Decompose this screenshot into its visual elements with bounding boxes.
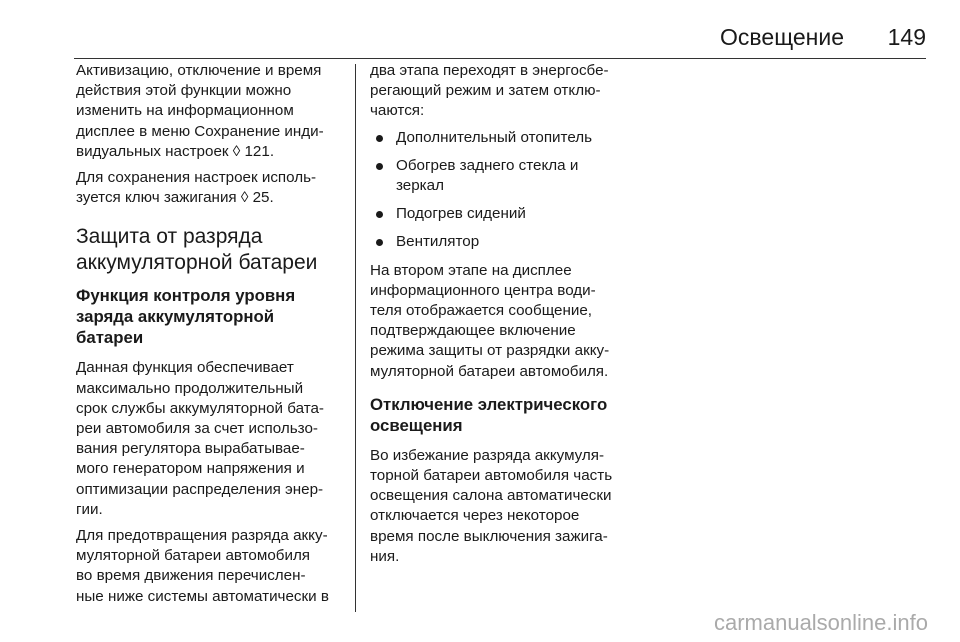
paragraph-function-description: Данная функция обеспечивает максимально продолжительный срок службы аккумуляторной бата- реи автомобиля за счет использо- вания регулятора вырабатывае- мого генератором напряжения и оптимизации распределения энер- гии. [76, 359, 324, 518]
section-title: Освещение [720, 24, 844, 50]
paragraph-settings-menu: Активизацию, отключение и время действия этой функции можно изменить на информационном дисплее в меню Сохранение инди- видуальных настроек ◊ 121. [76, 62, 324, 160]
subheading-charge-control: Функция контроля уровня заряда аккумуляторной батареи [76, 286, 296, 348]
paragraph-second-stage: На втором этапе на дисплее информационного центра води- теля отображается сообщение, подтверждающее включение режима защиты от разрядки акку- муляторной батареи автомобиля. [370, 261, 610, 380]
list-item: Подогрев сидений [370, 204, 632, 224]
paragraph-two-stages: два этапа переходят в энергосбе- регающий режим и затем отклю- чаются: [370, 62, 609, 120]
subheading-light-shutoff: Отключение электрического освещения [370, 394, 608, 435]
paragraph-ignition-key: Для сохранения настроек исполь- зуется ключ зажигания ◊ 25. [76, 169, 317, 207]
header-divider [74, 58, 926, 59]
list-item: Вентилятор [370, 232, 632, 252]
page-number: 149 [887, 24, 926, 50]
column-divider [355, 64, 356, 612]
page-header [0, 22, 960, 52]
bullet-icon [376, 239, 383, 246]
right-column [370, 61, 632, 573]
bullet-icon [376, 163, 383, 170]
systems-list [370, 128, 632, 253]
left-column [76, 61, 348, 613]
bullet-icon [376, 211, 383, 218]
watermark: carmanualsonline.info [713, 610, 928, 635]
list-item: Обогрев заднего стекла и зеркал [370, 156, 632, 196]
paragraph-interior-lighting: Во избежание разряда аккумуля- торной батареи автомобиля часть освещения салона автоматически отключается через некоторое время после выключения зажига- ния. [370, 446, 613, 565]
heading-battery-protection: Защита от разряда аккумуляторной батареи [76, 225, 318, 275]
list-item: Дополнительный отопитель [370, 128, 632, 148]
paragraph-discharge-prevention: Для предотвращения разряда акку- муляторной батареи автомобиля во время движения перечислен- ные ниже системы автоматически в [76, 527, 329, 605]
bullet-icon [376, 135, 383, 142]
